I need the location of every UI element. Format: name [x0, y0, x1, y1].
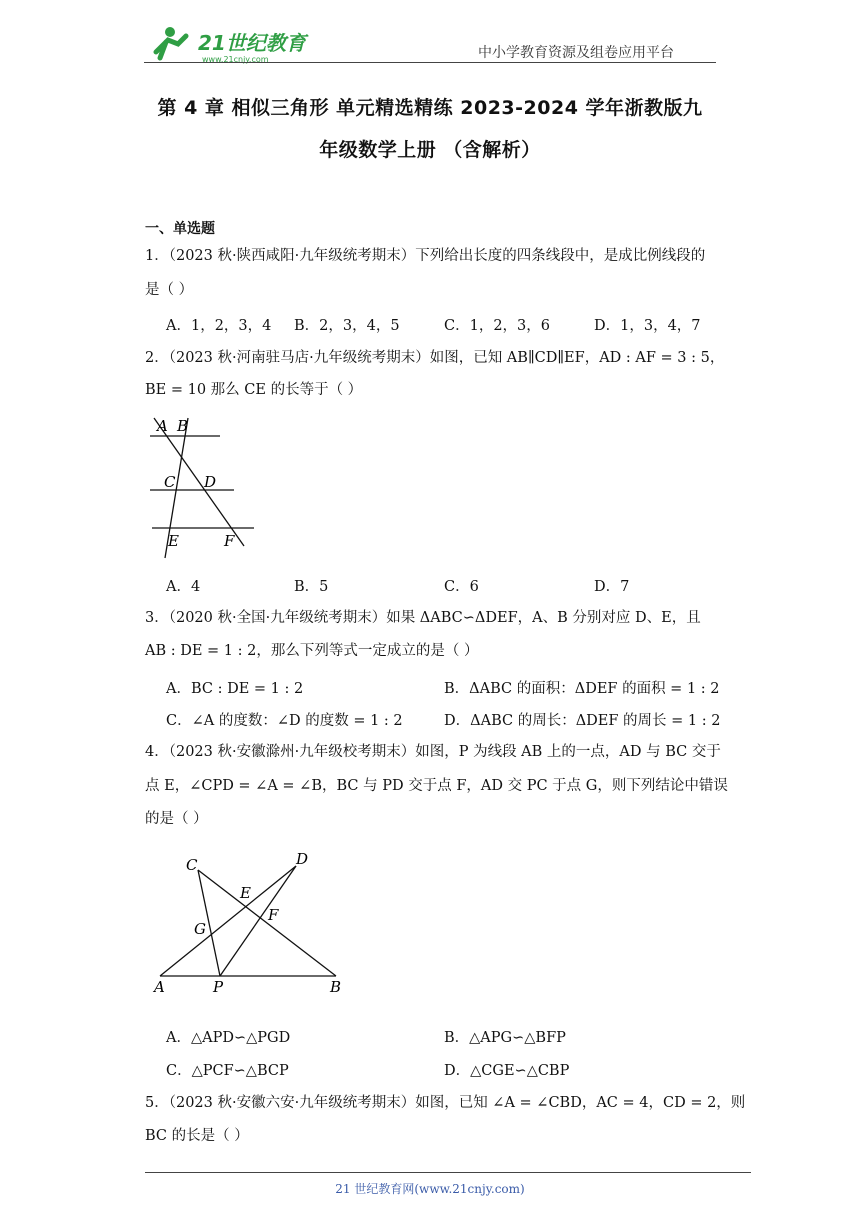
question-4-figure	[150, 844, 350, 996]
header-platform-name: 中小学教育资源及组卷应用平台	[478, 45, 674, 61]
section-heading: 一、单选题	[145, 221, 215, 237]
question-5-line-2: BC 的长是（ ）	[145, 1128, 249, 1144]
label-g: G	[194, 920, 206, 938]
question-1-option-b: B．2，3，4，5	[294, 318, 400, 334]
footer-site-link[interactable]: 21 世纪教育网(www.21cnjy.com)	[335, 1182, 525, 1196]
label-a: A	[157, 417, 168, 435]
question-4-option-c: C．△PCF∽△BCP	[166, 1063, 289, 1079]
document-title-line-1: 第 4 章 相似三角形 单元精选精练 2023-2024 学年浙教版九	[157, 97, 703, 119]
question-2-option-d: D．7	[594, 579, 630, 595]
question-2-option-c: C．6	[444, 579, 479, 595]
question-3-line-1: 3．（2020 秋·全国·九年级统考期末）如果 ΔABC∽ΔDEF，A、B 分别对应 D、E，且	[145, 610, 701, 626]
label-b: B	[330, 978, 342, 996]
label-f: F	[268, 906, 279, 924]
question-3-option-a: A．BC : DE = 1 : 2	[166, 681, 304, 697]
label-e: E	[240, 884, 251, 902]
question-2-line-2: BE = 10 那么 CE 的长等于（ ）	[145, 382, 363, 398]
question-2-line-1: 2．（2023 秋·河南驻马店·九年级统考期末）如图，已知 AB∥CD∥EF，AD : AF = 3 : 5，	[145, 350, 725, 366]
document-title-line-2: 年级数学上册 （含解析）	[319, 139, 541, 161]
question-3-line-2: AB : DE = 1 : 2，那么下列等式一定成立的是（ ）	[145, 643, 479, 659]
question-1-option-a: A．1，2，3，4	[166, 318, 272, 334]
question-1-option-d: D．1，3，4，7	[594, 318, 701, 334]
question-1-line-2: 是（ ）	[145, 282, 194, 298]
question-4-line-3: 的是（ ）	[145, 811, 208, 827]
question-4-line-2: 点 E，∠CPD = ∠A = ∠B，BC 与 PD 交于点 F，AD 交 PC 于点 G，则下列结论中错误	[145, 778, 728, 794]
question-3-option-b: B．ΔABC 的面积：ΔDEF 的面积 = 1 : 2	[444, 681, 720, 697]
runner-logo-icon	[156, 27, 186, 58]
label-a: A	[154, 978, 165, 996]
logo-text: 21世纪教育	[198, 31, 306, 55]
label-c: C	[186, 856, 198, 874]
question-4-option-a: A．△APD∽△PGD	[166, 1030, 291, 1046]
question-3-option-c: C．∠A 的度数：∠D 的度数 = 1 : 2	[166, 713, 403, 729]
segment-pd	[220, 866, 296, 976]
question-4-option-b: B．△APG∽△BFP	[444, 1030, 566, 1046]
logo-url: www.21cnjy.com	[202, 55, 269, 64]
question-4-line-1: 4．（2023 秋·安徽滁州·九年级校考期末）如图，P 为线段 AB 上的一点，AD 与 BC 交于	[145, 744, 721, 760]
question-1-option-c: C．1，2，3，6	[444, 318, 550, 334]
label-d: D	[204, 473, 217, 491]
label-b: B	[177, 417, 189, 435]
footer-divider	[145, 1172, 751, 1173]
question-2-option-a: A．4	[166, 579, 201, 595]
question-2-figure	[140, 412, 265, 564]
question-1-line-1: 1．（2023 秋·陕西咸阳·九年级统考期末）下列给出长度的四条线段中，是成比例线段的	[145, 248, 706, 264]
question-2-option-b: B．5	[294, 579, 329, 595]
label-c: C	[164, 473, 176, 491]
question-4-option-d: D．△CGE∽△CBP	[444, 1063, 570, 1079]
question-3-option-d: D．ΔABC 的周长：ΔDEF 的周长 = 1 : 2	[444, 713, 721, 729]
question-5-line-1: 5．（2023 秋·安徽六安·九年级统考期末）如图，已知 ∠A = ∠CBD，AC = 4，CD = 2，则	[145, 1095, 746, 1111]
segment-bc	[198, 870, 336, 976]
label-e: E	[168, 532, 179, 550]
label-f: F	[224, 532, 235, 550]
header-divider	[144, 62, 716, 63]
label-p: P	[213, 978, 224, 996]
label-d: D	[296, 850, 309, 868]
